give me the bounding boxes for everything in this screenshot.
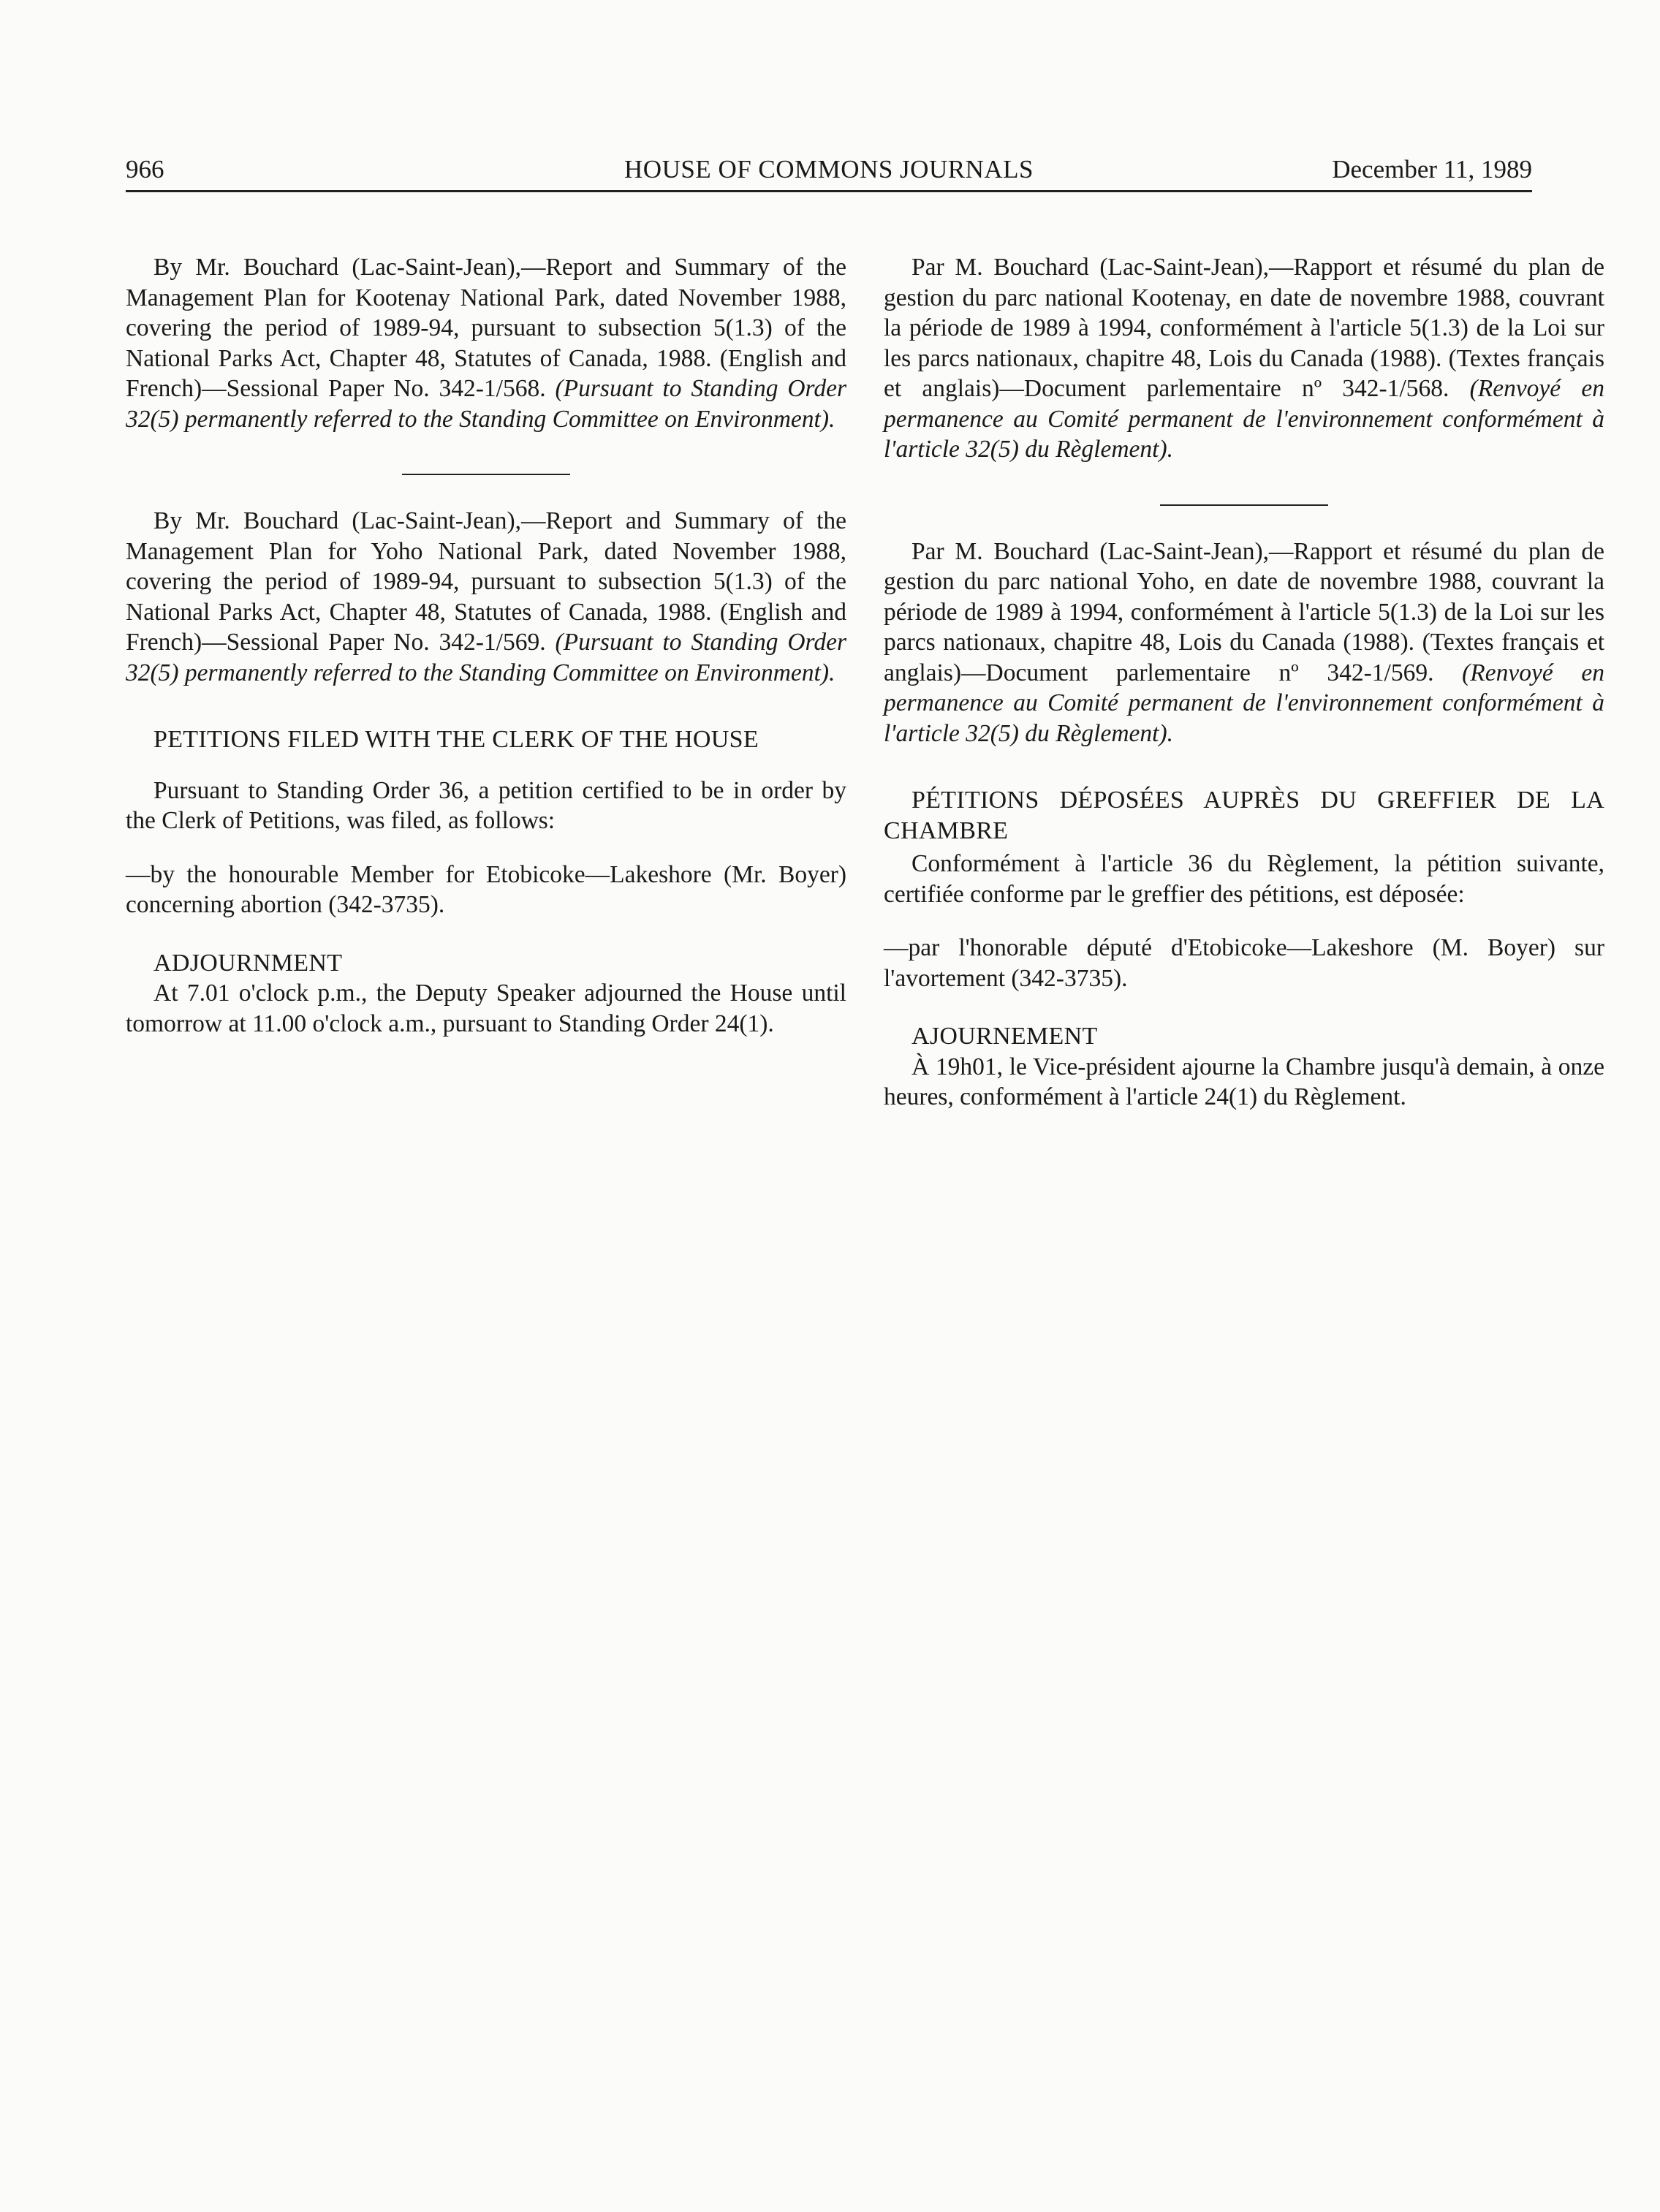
en-adjournment-text: At 7.01 o'clock p.m., the Deputy Speaker adjourned the House until tomorrow at 11.00 o'clock a.m., pursuant to Standing Order 24(1).: [126, 980, 846, 1037]
en-paper-yoho: By Mr. Bouchard (Lac-Saint-Jean),—Report and Summary of the Management Plan for Yoho National Park, dated November 1988, covering the period of 1989-94, pursuant to subsection 5(1.3) of the National Parks Act, Chapter 48, Statutes of Canada, 1988. (English and French)—Sessional Paper No. 342-1/569. (Pursuant to Standing Order 32(5) permanently referred to the Standing Committee on Environment).: [126, 507, 846, 686]
page-number: 966: [126, 155, 164, 183]
en-paper-kootenay: By Mr. Bouchard (Lac-Saint-Jean),—Report and Summary of the Management Plan for Kootenay National Park, dated November 1988, covering the period of 1989-94, pursuant to subsection 5(1.3) of the National Parks Act, Chapter 48, Statutes of Canada, 1988. (English and French)—Sessional Paper No. 342-1/568. (Pursuant to Standing Order 32(5) permanently referred to the Standing Committee on Environment).: [126, 254, 846, 433]
en-petitions-heading: PETITIONS FILED WITH THE CLERK OF THE HOUSE: [154, 726, 759, 753]
en-adjournment-heading: ADJOURNMENT: [154, 949, 343, 977]
fr-adjournment-heading: AJOURNEMENT: [912, 1023, 1098, 1050]
en-referral-note: (Pursuant to Standing Order 32(5) permanently referred to the Standing Committee on Environment).: [126, 629, 846, 686]
en-referral-note: (Pursuant to Standing Order 32(5) permanently referred to the Standing Committee on Environment).: [126, 375, 846, 433]
fr-referral-note: (Renvoyé en permanence au Comité permanent de l'environnement conformément à l'article 32(5) du Règlement).: [884, 659, 1605, 747]
journal-title: HOUSE OF COMMONS JOURNALS: [624, 155, 1034, 183]
en-petitions-intro: Pursuant to Standing Order 36, a petition certified to be in order by the Clerk of Petitions, was filed, as follows:: [126, 776, 846, 834]
fr-paper-kootenay: Par M. Bouchard (Lac-Saint-Jean),—Rapport et résumé du plan de gestion du parc national Kootenay, en date de novembre 1988, couvrant la période de 1989 à 1994, conformément à l'article 5(1.3) de la Loi sur les parcs nationaux, chapitre 48, Lois du Canada (1988). (Textes français et anglais)—Document parlementaire nº 342-1/568. (Renvoyé en permanence au Comité permanent de l'environnement conformément à l'article 32(5) du Règlement).: [884, 254, 1604, 463]
fr-petitions-intro: Conformément à l'article 36 du Règlement, la pétition suivante, certifiée conforme par le greffier des pétitions, est déposée:: [884, 850, 1604, 908]
fr-petitions-heading: PÉTITIONS DÉPOSÉES AUPRÈS DU GREFFIER DE LA CHAMBRE: [884, 787, 1604, 844]
fr-paper-yoho: Par M. Bouchard (Lac-Saint-Jean),—Rapport et résumé du plan de gestion du parc national Yoho, en date de novembre 1988, couvrant la période de 1989 à 1994, conformément à l'article 5(1.3) de la Loi sur les parcs nationaux, chapitre 48, Lois du Canada (1988). (Textes français et anglais)—Document parlementaire nº 342-1/569. (Renvoyé en permanence au Comité permanent de l'environnement conformément à l'article 32(5) du Règlement).: [884, 537, 1605, 747]
french-column: [884, 252, 1604, 1113]
header-rule: [126, 190, 1532, 192]
journal-date: December 11, 1989: [1332, 155, 1532, 183]
fr-adjournment-text: À 19h01, le Vice-président ajourne la Chambre jusqu'à demain, à onze heures, conformément à l'article 24(1) du Règlement.: [884, 1053, 1604, 1110]
fr-referral-note: (Renvoyé en permanence au Comité permanent de l'environnement conformément à l'article 32(5) du Règlement).: [884, 375, 1604, 463]
en-petition-item: —by the honourable Member for Etobicoke—Lakeshore (Mr. Boyer) concerning abortion (342-3735).: [126, 860, 846, 918]
fr-petition-item: —par l'honorable député d'Etobicoke—Lakeshore (M. Boyer) sur l'avortement (342-3735).: [884, 934, 1604, 992]
english-column: [126, 252, 846, 1039]
